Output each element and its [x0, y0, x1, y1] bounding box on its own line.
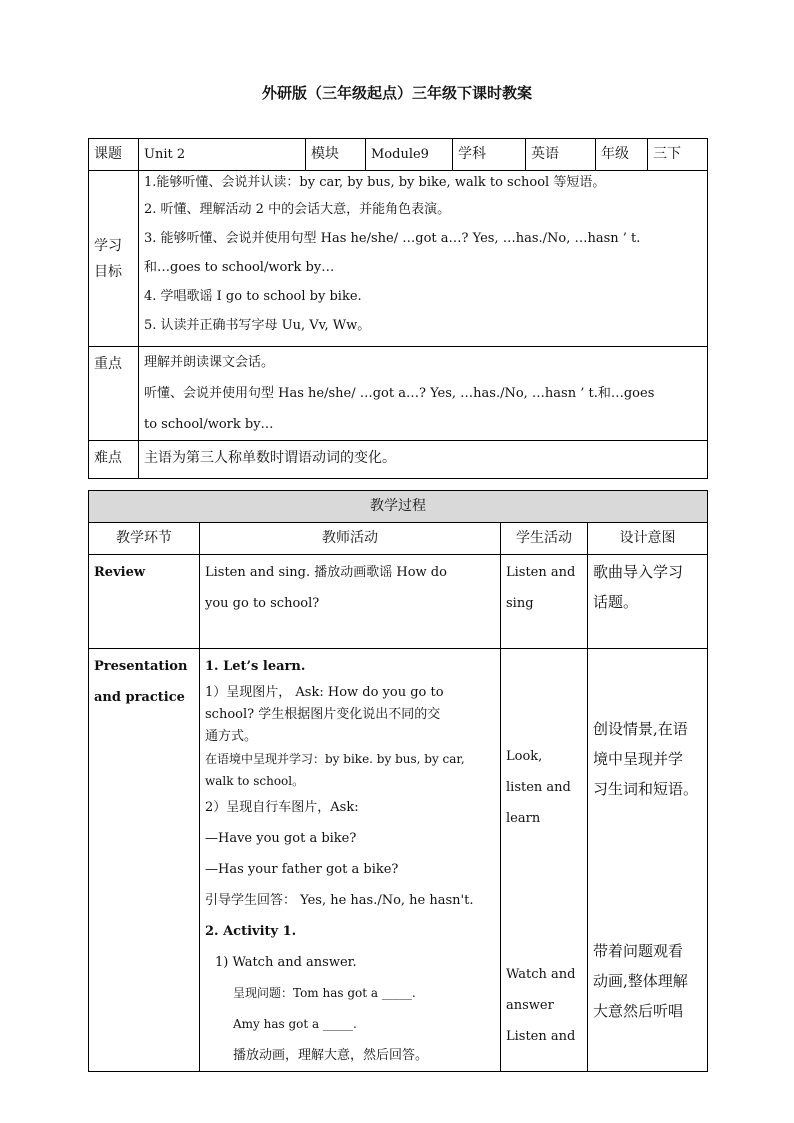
teacher-line: walk to school。	[205, 774, 305, 788]
goals-label-line: 目标	[94, 263, 122, 280]
header-student: 学生活动	[501, 523, 588, 555]
key-item: 听懂、会说并使用句型 Has he/she/ …got a…? Yes, …has./No, …hasn ’ t.和…goes	[144, 386, 655, 401]
activity-heading: 2. Activity 1.	[205, 924, 297, 939]
teacher-line: Listen and sing. 播放动画歌谣 How do	[205, 565, 447, 580]
design-intent	[588, 555, 708, 649]
student-line: Watch and	[506, 967, 576, 982]
teacher-line: 1）呈现图片， Ask: How do you go to	[205, 685, 444, 700]
goal-item: 2. 听懂、理解活动 2 中的会话大意，并能角色表演。	[144, 202, 451, 217]
teacher-line: 1) Watch and answer.	[215, 955, 357, 970]
teacher-line: 呈现问题：Tom has got a _____.	[233, 986, 416, 1000]
teacher-line: —Have you got a bike?	[205, 831, 357, 846]
teacher-activity	[200, 555, 501, 649]
table-row	[89, 555, 708, 649]
subject-value: 英语	[526, 139, 596, 171]
lesson-info-table	[88, 138, 708, 479]
process-table	[88, 490, 708, 1072]
teacher-line: Amy has got a _____.	[233, 1017, 357, 1031]
module-value: Module9	[366, 139, 453, 171]
activity-heading: 1. Let’s learn.	[205, 659, 306, 674]
subject-label: 学科	[453, 139, 526, 171]
teacher-line: —Has your father got a bike?	[205, 862, 399, 877]
intent-line: 习生词和短语。	[593, 780, 699, 798]
intent-line: 带着问题观看	[593, 942, 684, 960]
key-item: 理解并朗读课文会话。	[144, 355, 275, 370]
topic-value: Unit 2	[139, 139, 306, 171]
teacher-line: 通方式。	[205, 729, 258, 744]
intent-line: 歌曲导入学习	[593, 563, 684, 581]
intent-line: 创设情景,在语	[593, 720, 688, 738]
goal-item: 3. 能够听懂、会说并使用句型 Has he/she/ …got a…? Yes, …has./No, …hasn ’ t.	[144, 231, 641, 246]
stage-presentation	[89, 649, 200, 1072]
header-intent: 设计意图	[588, 523, 708, 555]
document-title: 外研版（三年级起点）三年级下课时教案	[261, 84, 532, 102]
student-activity	[501, 649, 588, 1072]
grade-value: 三下	[648, 139, 708, 171]
goals-label-line: 学习	[94, 237, 122, 254]
student-line: learn	[506, 811, 541, 826]
difficulty-text: 主语为第三人称单数时谓语动词的变化。	[139, 441, 708, 479]
difficulty-label: 难点	[89, 441, 139, 479]
teacher-line: school? 学生根据图片变化说出不同的交	[205, 707, 441, 722]
teacher-line: you go to school?	[205, 596, 320, 611]
topic-label: 课题	[89, 139, 139, 171]
table-row	[89, 649, 708, 1072]
student-line: listen and	[506, 780, 571, 795]
teacher-line: 在语境中呈现并学习：by bike. by bus, by car,	[205, 752, 465, 766]
goal-item: 4. 学唱歌谣 I go to school by bike.	[144, 289, 362, 304]
student-line: Listen and	[506, 1029, 576, 1044]
student-line: answer	[506, 998, 554, 1013]
student-line: Look,	[506, 749, 543, 764]
teacher-line: 2）呈现自行车图片，Ask:	[205, 800, 359, 815]
student-line: Listen and	[506, 565, 576, 580]
module-label: 模块	[306, 139, 366, 171]
goal-item: 和…goes to school/work by…	[144, 260, 335, 275]
goal-item: 5. 认读并正确书写字母 Uu, Vv, Ww。	[144, 318, 371, 333]
stage-line: Presentation	[94, 659, 188, 674]
key-content	[139, 347, 708, 441]
teacher-activity	[200, 649, 501, 1072]
goals-content	[139, 171, 708, 347]
intent-line: 境中呈现并学	[593, 750, 684, 768]
key-label: 重点	[89, 347, 139, 441]
student-line: sing	[506, 596, 534, 611]
header-teacher: 教师活动	[200, 523, 501, 555]
stage-review: Review	[89, 555, 200, 649]
process-heading: 教学过程	[89, 491, 708, 523]
teacher-line: 播放动画，理解大意，然后回答。	[233, 1048, 429, 1063]
intent-line: 话题。	[593, 593, 639, 611]
goals-label	[89, 171, 139, 347]
grade-label: 年级	[596, 139, 648, 171]
goal-item: 1.能够听懂、会说并认读：by car, by bus, by bike, walk to school 等短语。	[144, 175, 606, 190]
design-intent	[588, 649, 708, 1072]
intent-line: 大意然后听唱	[593, 1002, 684, 1020]
stage-line: and practice	[94, 690, 185, 705]
key-item: to school/work by…	[144, 417, 274, 432]
intent-line: 动画,整体理解	[593, 972, 688, 990]
student-activity	[501, 555, 588, 649]
header-stage: 教学环节	[89, 523, 200, 555]
teacher-line: 引导学生回答： Yes, he has./No, he hasn't.	[205, 893, 474, 908]
